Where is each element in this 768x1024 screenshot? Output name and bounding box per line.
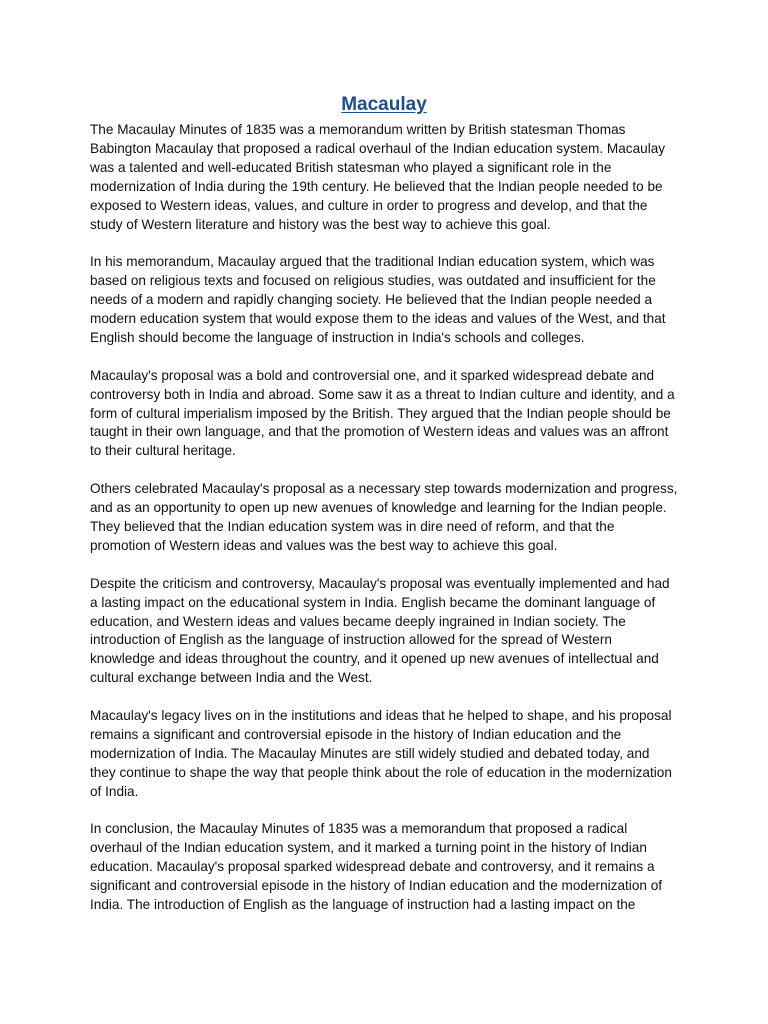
paragraph-4: Others celebrated Macaulay's proposal as a necessary step towards modernization and progress, and as an opportunity to open up new avenues of knowledge and learning for the Indian people. They believed that the Indian education system was in dire need of reform, and that the promotion of Western ideas and values was the best way to achieve this goal. — [90, 481, 678, 553]
paragraph-6: Macaulay's legacy lives on in the institutions and ideas that he helped to shape, and his proposal remains a significant and controversial episode in the history of Indian education and the modernization of India. The Macaulay Minutes are still widely studied and debated today, and they continue to shape the way that people think about the role of education in the modernization of India. — [90, 708, 672, 799]
paragraph-2: In his memorandum, Macaulay argued that the traditional Indian education system, which was based on religious texts and focused on religious studies, was outdated and insufficient for the needs of a modern and rapidly changing society. He believed that the Indian people needed a modern education system that would expose them to the ideas and values of the West, and that English should become the language of instruction in India's schools and colleges. — [90, 254, 666, 345]
document-title: Macaulay — [341, 94, 427, 115]
paragraph-1: The Macaulay Minutes of 1835 was a memorandum written by British statesman Thomas Babington Macaulay that proposed a radical overhaul of the Indian education system. Macaulay was a talented and well-educated British statesman who played a significant role in the modernization of India during the 19th century. He believed that the Indian people needed to be exposed to Western ideas, values, and culture in order to progress and develop, and that the study of Western literature and history was the best way to achieve this goal. — [90, 122, 666, 232]
paragraph-7: In conclusion, the Macaulay Minutes of 1835 was a memorandum that proposed a radical overhaul of the Indian education system, and it marked a turning point in the history of Indian education. Macaulay's proposal sparked widespread debate and controversy, and it remains a significant and controversial episode in the history of Indian education and the modernization of India. The introduction of English as the language of instruction had a lasting impact on the — [90, 821, 663, 913]
document-body — [90, 121, 678, 915]
paragraph-3: Macaulay's proposal was a bold and controversial one, and it sparked widespread debate and controversy both in India and abroad. Some saw it as a threat to Indian culture and identity, and a form of cultural imperialism imposed by the British. They argued that the Indian people should be taught in their own language, and that the promotion of Western ideas and values was an affront to their cultural heritage. — [90, 367, 675, 459]
paragraph-5: Despite the criticism and controversy, Macaulay's proposal was eventually implemented and had a lasting impact on the educational system in India. English became the dominant language of education, and Western ideas and values became deeply ingrained in Indian society. The introduction of English as the language of instruction allowed for the spread of Western knowledge and ideas throughout the country, and it opened up new avenues of intellectual and cultural exchange between India and the West. — [90, 575, 670, 686]
